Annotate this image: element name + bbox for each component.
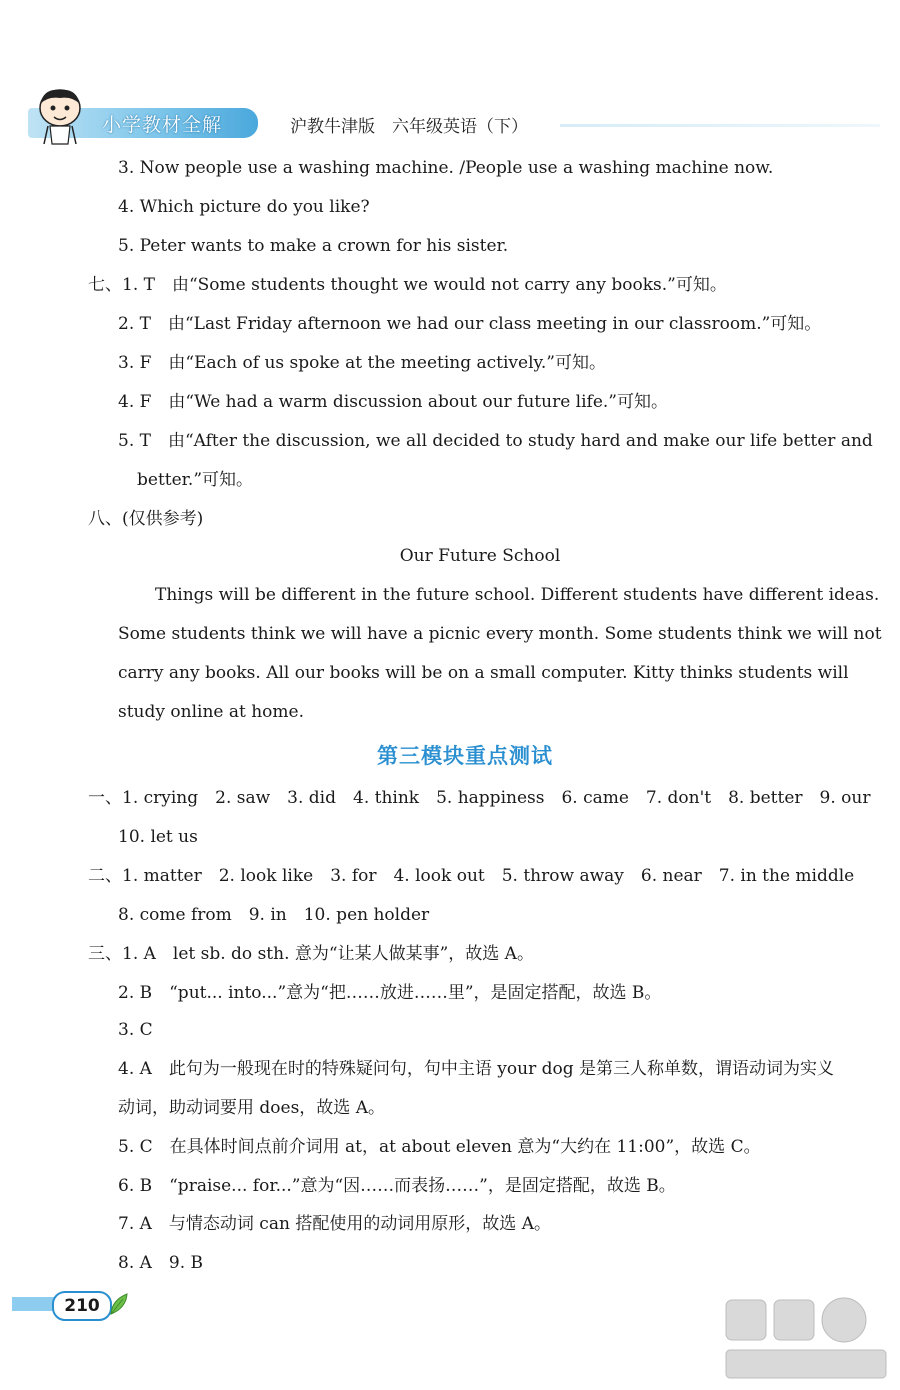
answer-line: 3. F 由“Each of us spoke at the meeting actively.”可知。 [118, 353, 606, 373]
essay-line: carry any books. All our books will be on a small computer. Kitty thinks students will [118, 663, 849, 683]
answer-line: 8. A 9. B [118, 1253, 204, 1273]
answer-line: 4. Which picture do you like? [118, 197, 370, 217]
essay-line: study online at home. [118, 702, 305, 722]
essay-title: Our Future School [399, 546, 561, 566]
essay-line: Things will be different in the future school. Different students have different ideas. [155, 585, 880, 605]
section-title: 第三模块重点测试 [377, 744, 553, 768]
answer-line: 5. Peter wants to make a crown for his sister. [118, 236, 509, 256]
answer-line: 7. A 与情态动词 can 搭配使用的动词用原形，故选 A。 [118, 1214, 551, 1234]
answer-line: 一、1. crying 2. saw 3. did 4. think 5. happiness 6. came 7. don't 8. better 9. our [88, 788, 871, 808]
answer-line: better.”可知。 [137, 470, 254, 490]
answer-line: 4. F 由“We had a warm discussion about our future life.”可知。 [118, 392, 668, 412]
answer-line: 动词，助动词要用 does，故选 A。 [118, 1098, 385, 1118]
answer-line: 6. B “praise... for...”意为“因……而表扬……”，是固定搭配，故选 B。 [118, 1176, 676, 1196]
answer-line: 5. C 在具体时间点前介词用 at，at about eleven 意为“大约在 11:00”，故选 C。 [118, 1137, 761, 1157]
answer-line: 3. Now people use a washing machine. /People use a washing machine now. [118, 158, 774, 178]
brand-title: 小学教材全解 [102, 114, 223, 136]
essay-line: Some students think we will have a picnic every month. Some students think we will not [118, 624, 882, 644]
answer-line: 2. T 由“Last Friday afternoon we had our class meeting in our classroom.”可知。 [118, 314, 822, 334]
answer-line: 3. C [118, 1020, 153, 1040]
answer-line: 5. T 由“After the discussion, we all decided to study hard and make our life better and [118, 431, 873, 451]
boy-mascot-icon [14, 86, 106, 148]
watermark-stamp-icon [722, 1294, 892, 1384]
answer-line: 4. A 此句为一般现在时的特殊疑问句，句中主语 your dog 是第三人称单数，谓语动词为实义 [118, 1059, 835, 1079]
answer-line: 10. let us [118, 827, 198, 847]
page-number: 210 [52, 1291, 112, 1321]
book-subtitle: 沪教牛津版 六年级英语（下） [290, 117, 528, 137]
answer-line: 八、(仅供参考) [88, 509, 204, 529]
answer-line: 七、1. T 由“Some students thought we would not carry any books.”可知。 [88, 275, 727, 295]
answer-line: 8. come from 9. in 10. pen holder [118, 905, 430, 925]
answer-line: 三、1. A let sb. do sth. 意为“让某人做某事”，故选 A。 [88, 944, 534, 964]
leaf-icon [108, 1292, 130, 1316]
answer-line: 2. B “put... into...”意为“把……放进……里”，是固定搭配，故选 B。 [118, 983, 662, 1003]
header-divider [560, 124, 880, 127]
answer-line: 二、1. matter 2. look like 3. for 4. look out 5. throw away 6. near 7. in the middle [88, 866, 855, 886]
